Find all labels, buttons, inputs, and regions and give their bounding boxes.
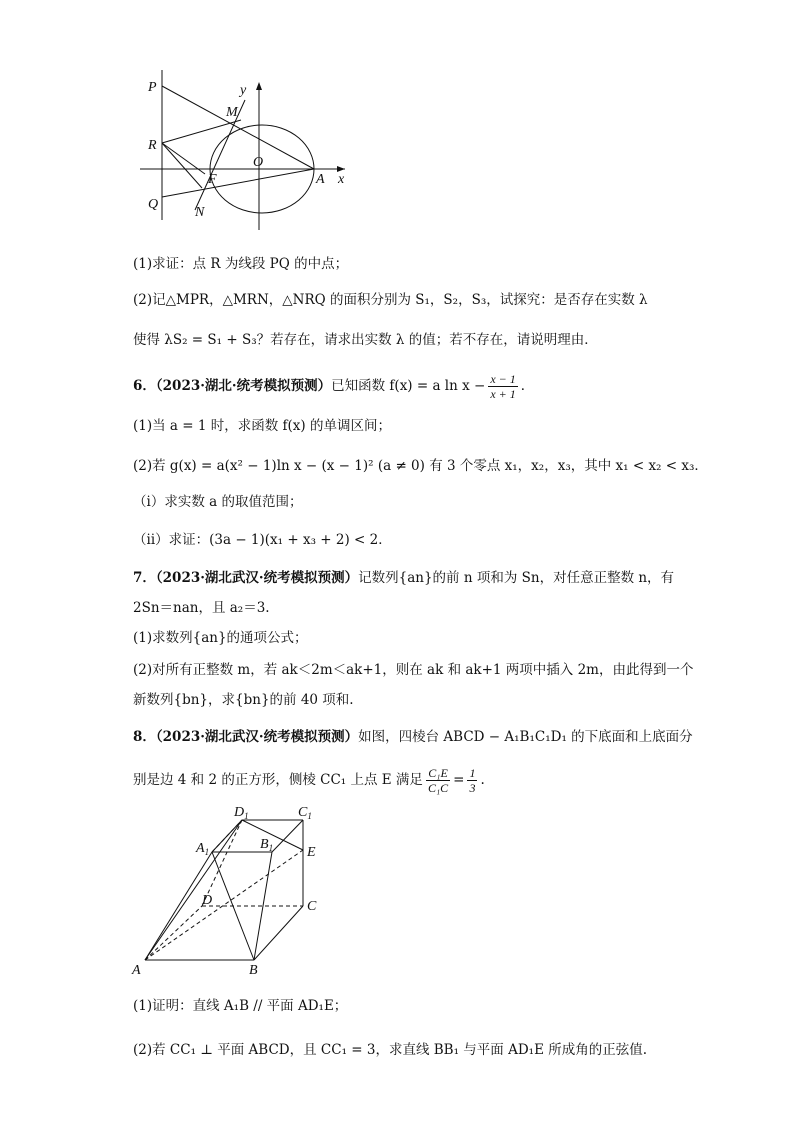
- label-R: R: [148, 138, 157, 153]
- p6-question-2ii: （ⅱ）求证：(3a − 1)(x₁ + x₃ + 2) < 2．: [133, 532, 392, 548]
- label-C1: $C_1$: [298, 805, 312, 821]
- p8-stem-1: 8．（2023·湖北武汉·统考模拟预测）如图，四棱台 ABCD − A₁B₁C₁D₁ 的下底面和上底面分: [133, 729, 693, 745]
- p6-question-1: (1)当 a = 1 时，求函数 f(x) 的单调区间；: [133, 418, 391, 434]
- p7-question-2a: (2)对所有正整数 m，若 ak＜2m＜ak+1，则在 ak 和 ak+1 两项中插入 2m，由此得到一个: [133, 662, 694, 678]
- label-B1: $B_1$: [260, 837, 274, 853]
- label-A: A: [316, 172, 325, 187]
- p6-fraction: $\frac{x - 1}{x + 1}$: [490, 372, 516, 401]
- label-A: A: [132, 963, 141, 978]
- label-Q: Q: [148, 197, 159, 212]
- label-x: x: [338, 172, 345, 187]
- label-O: O: [253, 155, 264, 170]
- p7-stem-2: 2Sn＝nan，且 a₂＝3.: [133, 600, 270, 616]
- p8-stem-2: 别是边 4 和 2 的正方形，侧棱 CC₁ 上点 E 满足 $\frac{\text{C₁E}}{\text{C₁C}}$ = $\frac{1}{3}$ .: [133, 766, 485, 795]
- p6-question-2: (2)若 g(x) = a(x² − 1)ln x − (x − 1)² (a ≠ 0) 有 3 个零点 x₁，x₂，x₃，其中 x₁ < x₂ < x₃．: [133, 458, 708, 474]
- p6-number: 6．: [133, 378, 156, 394]
- label-P: P: [148, 80, 157, 95]
- p8-fraction-2: $\frac{1}{3}$: [469, 766, 476, 795]
- p6-stem: 6．（2023·湖北·统考模拟预测）已知函数 f(x) = a ln x − $\frac{x - 1}{x + 1}$ ．: [133, 372, 535, 401]
- p6-question-2i: （ⅰ）求实数 a 的取值范围；: [133, 494, 303, 510]
- label-A1: $A_1$: [196, 841, 210, 857]
- label-C: C: [307, 899, 317, 914]
- p7-question-1: (1)求数列{an}的通项公式；: [133, 630, 308, 646]
- p8-number: 8．: [133, 729, 156, 745]
- p7-stem-1: 7．（2023·湖北武汉·统考模拟预测）记数列{an}的前 n 项和为 Sn，对任意正整数 n，有: [133, 570, 675, 586]
- label-M: M: [226, 105, 238, 120]
- p8-question-1: (1)证明：直线 A₁B // 平面 AD₁E；: [133, 998, 348, 1014]
- label-E: E: [307, 845, 316, 860]
- p7-number: 7．: [133, 570, 156, 586]
- p5-question-2b: 使得 λS₂ = S₁ + S₃？若存在，请求出实数 λ 的值；若不存在，请说明理由．: [133, 332, 598, 348]
- p6-stem-text: 已知函数 f(x) = a ln x −: [331, 378, 486, 394]
- p7-source: （2023·湖北武汉·统考模拟预测）: [155, 570, 359, 586]
- p8-fraction-1: $\frac{\text{C₁E}}{\text{C₁C}}$: [427, 766, 449, 795]
- p8-question-2: (2)若 CC₁ ⊥ 平面 ABCD，且 CC₁ = 3，求直线 BB₁ 与平面 AD₁E 所成角的正弦值.: [133, 1042, 648, 1058]
- p8-source: （2023·湖北武汉·统考模拟预测）: [155, 729, 359, 745]
- label-B: B: [249, 963, 258, 978]
- ellipse-figure: [140, 70, 360, 240]
- label-F: F: [208, 172, 217, 187]
- frustum-figure: [130, 800, 330, 980]
- label-y: y: [240, 83, 247, 98]
- p6-source: （2023·湖北·统考模拟预测）: [155, 378, 332, 394]
- label-D1: $D_1$: [234, 805, 249, 821]
- p5-question-1: (1)求证：点 R 为线段 PQ 的中点；: [133, 256, 349, 272]
- label-N: N: [195, 205, 205, 220]
- p5-question-2a: (2)记△MPR，△MRN，△NRQ 的面积分别为 S₁，S₂，S₃，试探究：是否存在实数 λ: [133, 292, 648, 308]
- label-D: D: [202, 893, 213, 908]
- p7-question-2b: 新数列{bn}，求{bn}的前 40 项和.: [133, 692, 354, 708]
